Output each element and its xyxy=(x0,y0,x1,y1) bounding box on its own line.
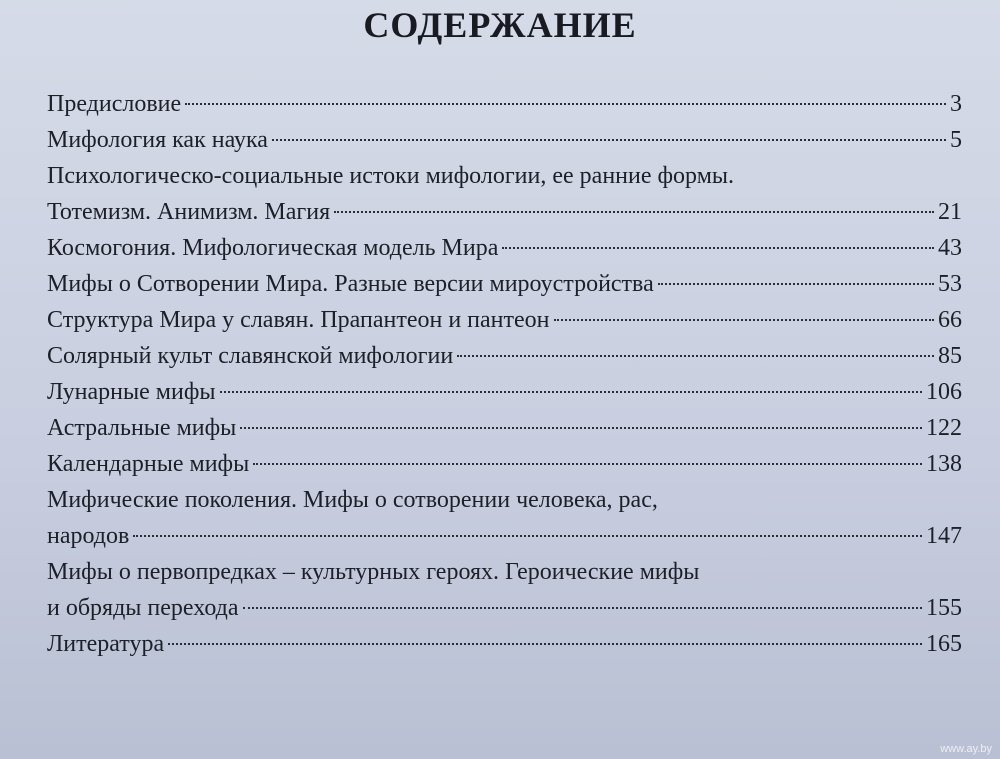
toc-entry-line xyxy=(47,122,962,158)
toc-entry-title: Мифы о Сотворении Мира. Разные версии мироустройства xyxy=(47,271,654,297)
dot-leader xyxy=(457,355,934,357)
toc-entry-title: и обряды перехода xyxy=(47,595,239,621)
page-title: СОДЕРЖАНИЕ xyxy=(363,5,637,45)
toc-page-number: 106 xyxy=(926,379,962,405)
toc-entry-line xyxy=(47,338,962,374)
toc-entry-title: Мифы о первопредках – культурных героях. Героические мифы xyxy=(47,559,700,585)
toc-entry xyxy=(47,338,962,374)
toc-entry xyxy=(47,554,962,626)
toc-entry-title: народов xyxy=(47,523,130,549)
dot-leader xyxy=(168,643,922,645)
toc-entry xyxy=(47,626,962,662)
toc-entry-title: Мифология как наука xyxy=(47,127,268,153)
toc-entry-line xyxy=(47,518,962,554)
toc-entry-title: Структура Мира у славян. Прапантеон и пантеон xyxy=(47,307,550,333)
dot-leader xyxy=(502,247,934,249)
toc-entry-line xyxy=(47,626,962,662)
toc-entry-line xyxy=(47,230,962,266)
toc-entry xyxy=(47,410,962,446)
toc-page-number: 43 xyxy=(938,235,962,261)
toc-entry-title: Космогония. Мифологическая модель Мира xyxy=(47,235,499,261)
dot-leader xyxy=(220,391,922,393)
toc-page-number: 147 xyxy=(926,523,962,549)
toc-entry xyxy=(47,374,962,410)
toc-entry-title: Астральные мифы xyxy=(47,415,237,441)
toc-entry-title: Календарные мифы xyxy=(47,451,250,477)
toc-entry-title: Предисловие xyxy=(47,91,182,117)
toc-entry xyxy=(47,230,962,266)
toc-entry-title: Тотемизм. Анимизм. Магия xyxy=(47,199,331,225)
toc-page-number: 5 xyxy=(950,127,962,153)
dot-leader xyxy=(133,535,922,537)
dot-leader xyxy=(272,139,946,141)
dot-leader xyxy=(240,427,922,429)
toc-entry-title: Мифические поколения. Мифы о сотворении человека, рас, xyxy=(47,487,658,513)
site-watermark: www.ay.by xyxy=(940,743,992,755)
toc-page-number: 122 xyxy=(926,415,962,441)
dot-leader xyxy=(658,283,934,285)
toc-entry-line xyxy=(47,194,962,230)
toc-entry-line xyxy=(47,482,962,518)
toc-entry-line xyxy=(47,86,962,122)
toc-page-number: 66 xyxy=(938,307,962,333)
dot-leader xyxy=(243,607,922,609)
toc-entry-title: Психологическо-социальные истоки мифологии, ее ранние формы. xyxy=(47,163,734,189)
dot-leader xyxy=(334,211,934,213)
toc-page-number: 53 xyxy=(938,271,962,297)
toc-entry-title: Солярный культ славянской мифологии xyxy=(47,343,454,369)
dot-leader xyxy=(554,319,935,321)
table-of-contents xyxy=(47,86,962,662)
toc-page-number: 3 xyxy=(950,91,962,117)
toc-page-number: 138 xyxy=(926,451,962,477)
toc-page-number: 85 xyxy=(938,343,962,369)
toc-entry-line xyxy=(47,374,962,410)
dot-leader xyxy=(185,103,946,105)
toc-entry-line xyxy=(47,590,962,626)
toc-entry-line xyxy=(47,266,962,302)
toc-entry-line xyxy=(47,554,962,590)
toc-entry-line xyxy=(47,158,962,194)
toc-entry-line xyxy=(47,446,962,482)
toc-entry xyxy=(47,158,962,230)
toc-entry-title: Литература xyxy=(47,631,165,657)
toc-entry xyxy=(47,86,962,122)
toc-entry-line xyxy=(47,302,962,338)
toc-entry xyxy=(47,122,962,158)
toc-page-number: 21 xyxy=(938,199,962,225)
dot-leader xyxy=(253,463,922,465)
toc-entry xyxy=(47,482,962,554)
toc-entry xyxy=(47,302,962,338)
toc-entry xyxy=(47,266,962,302)
toc-page-number: 155 xyxy=(926,595,962,621)
toc-entry-title: Лунарные мифы xyxy=(47,379,216,405)
toc-page-number: 165 xyxy=(926,631,962,657)
toc-entry xyxy=(47,446,962,482)
toc-entry-line xyxy=(47,410,962,446)
